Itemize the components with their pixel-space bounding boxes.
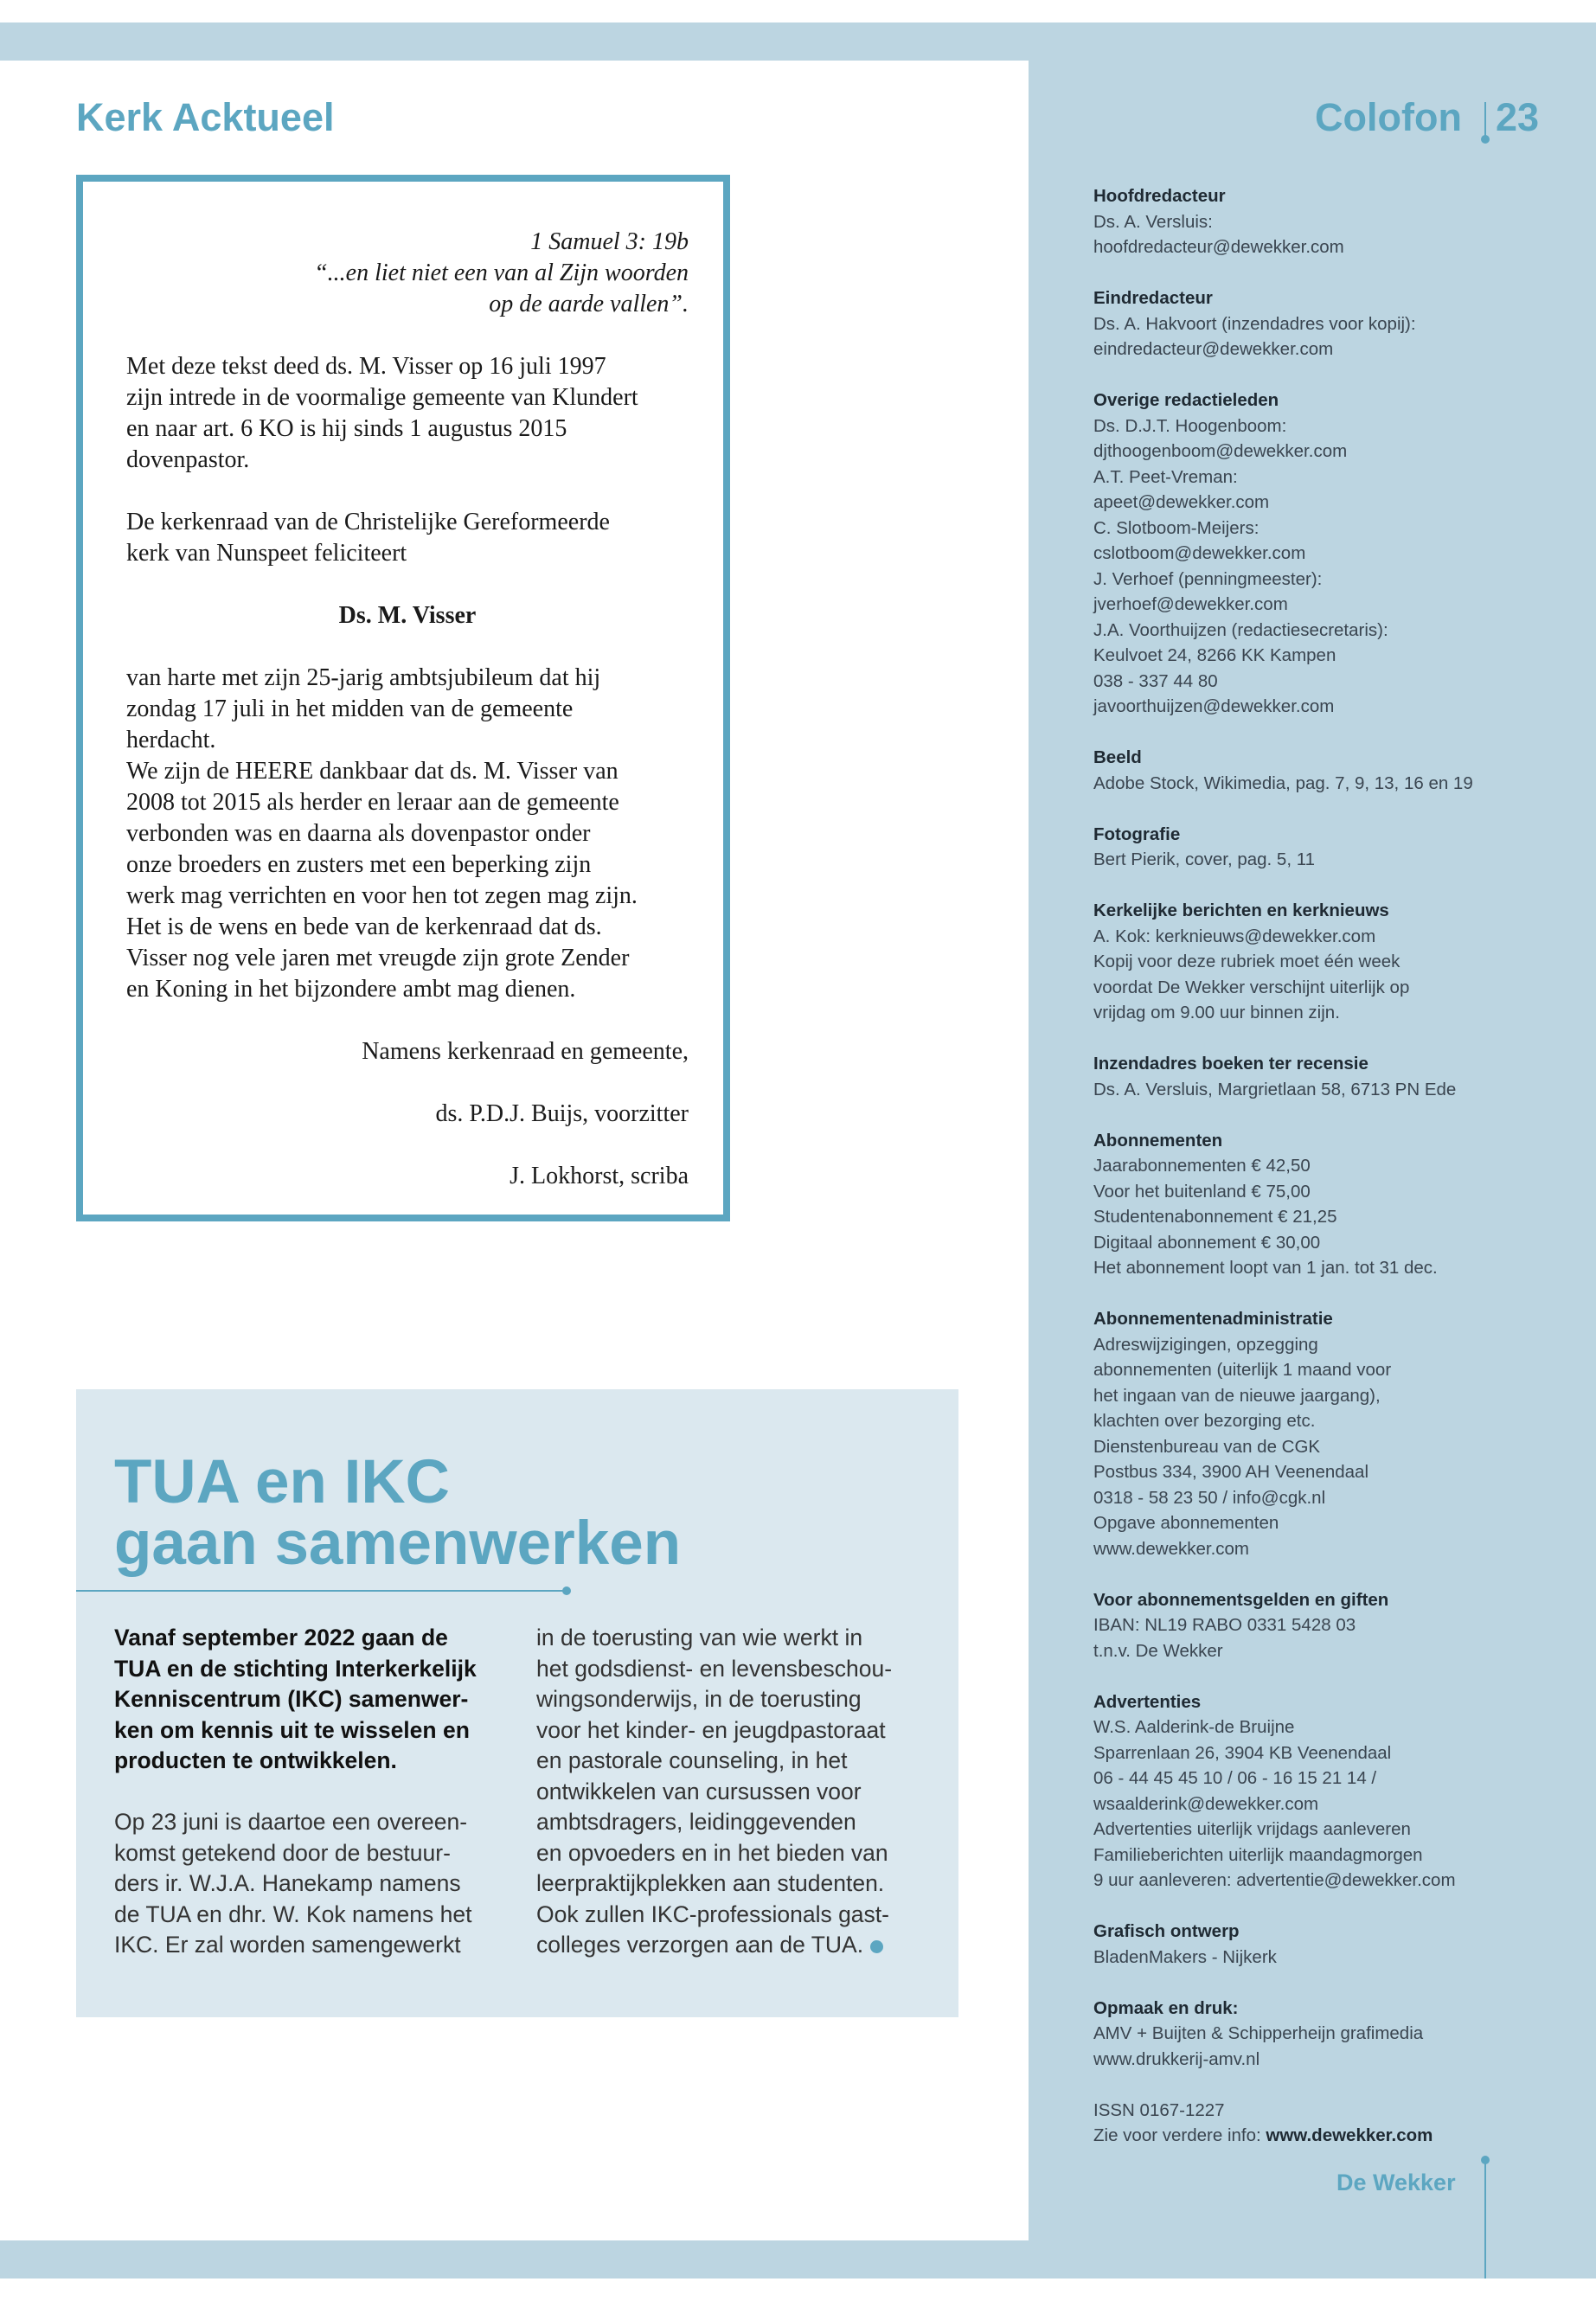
announcement-paragraph-2 xyxy=(126,507,689,569)
text-line: De kerkenraad van de Christelijke Gereformeerde xyxy=(126,509,610,535)
colofon-line: Digitaal abonnement € 30,00 xyxy=(1093,1232,1321,1253)
text-line: onze broeders en zusters met een beperking zijn xyxy=(126,851,592,878)
text-line: Visser nog vele jaren met vreugde zijn grote Zender xyxy=(126,945,630,971)
colofon-heading: Abonnementenadministratie xyxy=(1093,1309,1333,1329)
article-column-left xyxy=(114,1623,495,1961)
colofon-block xyxy=(1093,1587,1543,1664)
article-headline xyxy=(114,1448,682,1578)
colofon-line: Kopij voor deze rubriek moet één week xyxy=(1093,952,1401,971)
colofon-block xyxy=(1093,183,1543,260)
text-line: ken om kennis uit te wisselen en xyxy=(114,1716,470,1743)
page-number: 23 xyxy=(1496,95,1540,139)
colofon-line: Keulvoet 24, 8266 KK Kampen xyxy=(1093,645,1336,665)
colofon-line: het ingaan van de nieuwe jaargang), xyxy=(1093,1385,1381,1406)
last-line xyxy=(536,1930,934,1961)
text-line: dovenpastor. xyxy=(126,446,250,473)
title-divider xyxy=(1484,102,1486,138)
quote-line: 1 Samuel 3: 19b xyxy=(530,228,689,255)
colofon-line: apeet@dewekker.com xyxy=(1093,492,1270,512)
headline-line: gaan samenwerken xyxy=(114,1509,682,1578)
colofon-line: Jaarabonnementen € 42,50 xyxy=(1093,1156,1311,1176)
quote-line: op de aarde vallen”. xyxy=(489,291,689,317)
colofon-line: Opgave abonnementen xyxy=(1093,1513,1279,1533)
colofon-block xyxy=(1093,1919,1543,1970)
more-info xyxy=(1093,2123,1543,2149)
colofon-heading: Beeld xyxy=(1093,747,1142,767)
text-line: Het is de wens en bede van de kerkenraad dat ds. xyxy=(126,913,602,940)
colofon-block xyxy=(1093,898,1543,1026)
colofon-list xyxy=(1093,183,1543,2149)
issn: ISSN 0167-1227 xyxy=(1093,2099,1225,2120)
colofon-block xyxy=(1093,1689,1543,1894)
text-line: colleges verzorgen aan de TUA. xyxy=(536,1932,864,1958)
colofon-line: eindredacteur@dewekker.com xyxy=(1093,339,1334,359)
text-line: Op 23 juni is daartoe een overeen- xyxy=(114,1809,468,1835)
colofon-line: W.S. Aalderink-de Bruijne xyxy=(1093,1717,1295,1737)
colofon-block xyxy=(1093,285,1543,362)
colofon-line: 9 uur aanleveren: advertentie@dewekker.com xyxy=(1093,1870,1456,1890)
colofon-line: Voor het buitenland € 75,00 xyxy=(1093,1181,1311,1202)
text-line: en Koning in het bijzondere ambt mag dienen. xyxy=(126,976,576,1003)
text-line: de TUA en dhr. W. Kok namens het xyxy=(114,1900,472,1927)
colofon-heading: Advertenties xyxy=(1093,1691,1202,1712)
colofon-line: www.drukkerij-amv.nl xyxy=(1093,2048,1260,2069)
colofon-line: Studentenabonnement € 21,25 xyxy=(1093,1207,1337,1227)
text-line: Vanaf september 2022 gaan de xyxy=(114,1625,448,1650)
text-line: zondag 17 juli in het midden van de gemeente xyxy=(126,695,574,722)
colofon-line: t.n.v. De Wekker xyxy=(1093,1640,1223,1661)
colofon-line: Ds. D.J.T. Hoogenboom: xyxy=(1093,415,1287,436)
signoff: Namens kerkenraad en gemeente, xyxy=(362,1038,689,1065)
colofon-line: Het abonnement loopt van 1 jan. tot 31 dec. xyxy=(1093,1258,1438,1278)
colofon-line: klachten over bezorging etc. xyxy=(1093,1411,1316,1431)
colofon-heading: Hoofdredacteur xyxy=(1093,186,1226,206)
text-line: Kenniscentrum (IKC) samenwer- xyxy=(114,1686,469,1712)
footer-divider-dot xyxy=(1481,2156,1490,2164)
colofon-line: javoorthuijzen@dewekker.com xyxy=(1093,696,1335,716)
text-line: in de toerusting van wie werkt in xyxy=(536,1625,863,1650)
section-title: Kerk Acktueel xyxy=(76,95,335,139)
colofon-line: A. Kok: kerknieuws@dewekker.com xyxy=(1093,926,1376,946)
headline-rule xyxy=(76,1590,566,1592)
headline-line: TUA en IKC xyxy=(114,1448,450,1516)
colofon-line: vrijdag om 9.00 uur binnen zijn. xyxy=(1093,1003,1340,1022)
colofon-line: abonnementen (uiterlijk 1 maand voor xyxy=(1093,1360,1392,1380)
colofon-line: 038 - 337 44 80 xyxy=(1093,670,1218,691)
colofon-line: jverhoef@dewekker.com xyxy=(1093,594,1288,614)
divider-dot xyxy=(1481,135,1490,144)
text-line: en opvoeders en in het bieden van xyxy=(536,1839,888,1866)
colofon-line: AMV + Buijten & Schipperheijn grafimedia xyxy=(1093,2023,1424,2043)
colofon-line: Sparrenlaan 26, 3904 KB Veenendaal xyxy=(1093,1742,1392,1763)
colofon-line: A.T. Peet-Vreman: xyxy=(1093,466,1238,487)
colofon-block xyxy=(1093,388,1543,720)
colofon-block xyxy=(1093,822,1543,873)
text-line: producten te ontwikkelen. xyxy=(114,1747,397,1773)
colofon-line: djthoogenboom@dewekker.com xyxy=(1093,441,1348,461)
text-line: van harte met zijn 25-jarig ambtsjubileum dat hij xyxy=(126,664,601,691)
colofon-heading: Overige redactieleden xyxy=(1093,390,1279,410)
colofon-heading: Eindredacteur xyxy=(1093,288,1213,308)
colofon-line: hoofdredacteur@dewekker.com xyxy=(1093,237,1344,257)
colofon-line: Adreswijzigingen, opzegging xyxy=(1093,1334,1318,1355)
article-lead xyxy=(114,1623,495,1777)
text-line: 2008 tot 2015 als herder en leraar aan de gemeente xyxy=(126,789,619,816)
text-line: zijn intrede in de voormalige gemeente van Klundert xyxy=(126,384,638,411)
tua-ikc-article xyxy=(76,1389,958,2017)
colofon-line: Ds. A. Versluis, Margrietlaan 58, 6713 PN Ede xyxy=(1093,1079,1457,1099)
colofon-line: J.A. Voorthuijzen (redactiesecretaris): xyxy=(1093,619,1388,640)
article-column-right xyxy=(536,1623,934,1961)
text-line: ders ir. W.J.A. Hanekamp namens xyxy=(114,1870,461,1896)
colofon-block xyxy=(1093,745,1543,796)
bible-quote xyxy=(126,227,689,320)
colofon-block xyxy=(1093,1996,1543,2073)
colofon-line: www.dewekker.com xyxy=(1093,1538,1250,1559)
bottom-band xyxy=(0,2279,1596,2301)
colofon-heading: Kerkelijke berichten en kerknieuws xyxy=(1093,901,1389,920)
text-line: TUA en de stichting Interkerkelijk xyxy=(114,1655,477,1682)
text-line: voor het kinder- en jeugdpastoraat xyxy=(536,1716,886,1743)
footer-divider xyxy=(1484,2159,1486,2279)
jubilee-announcement xyxy=(76,175,730,1221)
colofon-line: Adobe Stock, Wikimedia, pag. 7, 9, 13, 16 en 19 xyxy=(1093,772,1473,793)
colofon-title: Colofon xyxy=(1315,95,1462,139)
colofon-line: Ds. A. Versluis: xyxy=(1093,211,1213,232)
colofon-line: C. Slotboom-Meijers: xyxy=(1093,517,1259,538)
text-line: Met deze tekst deed ds. M. Visser op 16 juli 1997 xyxy=(126,353,606,380)
colofon-heading: Grafisch ontwerp xyxy=(1093,1921,1240,1941)
brand-name: De Wekker xyxy=(1336,2170,1456,2195)
quote-line: “...en liet niet een van al Zijn woorden xyxy=(314,260,689,286)
colofon-heading: Abonnementen xyxy=(1093,1130,1223,1150)
colofon-block xyxy=(1093,1306,1543,1561)
colofon-line: 0318 - 58 23 50 / info@cgk.nl xyxy=(1093,1487,1326,1508)
text-line: verbonden was en daarna als dovenpastor onder xyxy=(126,820,591,847)
text-line: We zijn de HEERE dankbaar dat ds. M. Visser van xyxy=(126,758,619,785)
colofon-line: Ds. A. Hakvoort (inzendadres voor kopij): xyxy=(1093,313,1416,334)
article-body-left xyxy=(114,1807,495,1961)
colofon-block xyxy=(1093,1051,1543,1102)
rule-dot xyxy=(562,1586,571,1595)
colofon-heading: Fotografie xyxy=(1093,824,1181,844)
colofon-line: voordat De Wekker verschijnt uiterlijk op xyxy=(1093,977,1410,997)
announcement-paragraph-3 xyxy=(126,663,689,1005)
colofon-line: cslotboom@dewekker.com xyxy=(1093,543,1306,563)
colofon-heading: Voor abonnementsgelden en giften xyxy=(1093,1589,1389,1610)
colofon-issn-block xyxy=(1093,2098,1543,2149)
end-mark-icon xyxy=(870,1940,883,1953)
colofon-heading: Inzendadres boeken ter recensie xyxy=(1093,1054,1368,1074)
colofon-line: wsaalderink@dewekker.com xyxy=(1093,1793,1319,1814)
colofon-line: Advertenties uiterlijk vrijdags aanleveren xyxy=(1093,1819,1411,1839)
text-line: en naar art. 6 KO is hij sinds 1 augustus 2015 xyxy=(126,415,567,442)
colofon-line: IBAN: NL19 RABO 0331 5428 03 xyxy=(1093,1615,1356,1635)
honoree-name: Ds. M. Visser xyxy=(338,602,477,629)
text-line: ontwikkelen van cursussen voor xyxy=(536,1778,862,1804)
text-line: ambtsdragers, leidinggevenden xyxy=(536,1809,856,1835)
signature-scribe: J. Lokhorst, scriba xyxy=(510,1163,689,1189)
text-line: het godsdienst- en levensbeschou- xyxy=(536,1655,893,1682)
colofon-line: 06 - 44 45 45 10 / 06 - 16 15 21 14 / xyxy=(1093,1768,1377,1788)
text-line: Ook zullen IKC-professionals gast- xyxy=(536,1900,889,1927)
more-info-link[interactable]: www.dewekker.com xyxy=(1266,2125,1433,2145)
colofon-line: J. Verhoef (penningmeester): xyxy=(1093,568,1323,589)
more-info-label: Zie voor verdere info: xyxy=(1093,2125,1266,2145)
colofon-heading: Opmaak en druk: xyxy=(1093,1997,1239,2018)
colofon-line: Dienstenbureau van de CGK xyxy=(1093,1436,1321,1457)
text-line: herdacht. xyxy=(126,727,216,753)
colofon-block xyxy=(1093,1128,1543,1281)
text-line: leerpraktijkplekken aan studenten. xyxy=(536,1870,885,1896)
text-line: wingsonderwijs, in de toerusting xyxy=(536,1686,862,1712)
colofon-line: Bert Pierik, cover, pag. 5, 11 xyxy=(1093,849,1315,869)
colofon-line: Familieberichten uiterlijk maandagmorgen xyxy=(1093,1844,1423,1865)
signature-chair: ds. P.D.J. Buijs, voorzitter xyxy=(435,1100,689,1127)
announcement-paragraph-1 xyxy=(126,351,689,476)
text-line: kerk van Nunspeet feliciteert xyxy=(126,540,407,567)
text-line: en pastorale counseling, in het xyxy=(536,1747,848,1773)
colofon-line: BladenMakers - Nijkerk xyxy=(1093,1946,1277,1967)
colofon-line: Postbus 334, 3900 AH Veenendaal xyxy=(1093,1462,1369,1482)
text-line: komst getekend door de bestuur- xyxy=(114,1839,451,1866)
text-line: IKC. Er zal worden samengewerkt xyxy=(114,1932,461,1958)
top-band xyxy=(0,0,1596,22)
text-line: werk mag verrichten en voor hen tot zegen mag zijn. xyxy=(126,882,638,909)
